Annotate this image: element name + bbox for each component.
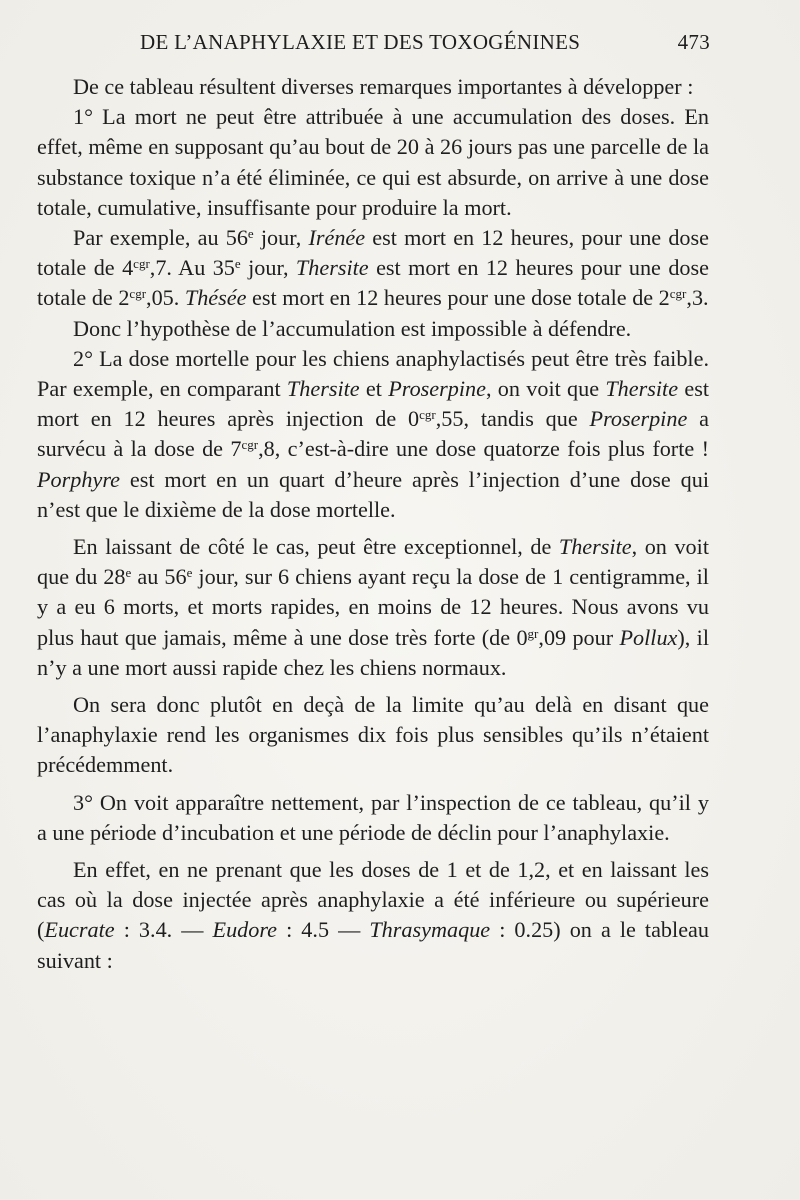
paragraph-p4 (37, 314, 709, 344)
italic-name: Irénée (308, 225, 366, 251)
paragraph-p1 (37, 72, 709, 102)
text-run: et (359, 376, 389, 402)
superscript: gr (527, 625, 539, 641)
text-run: a survécu à la dose de 7 (37, 406, 709, 462)
italic-name: Thersite (286, 376, 360, 402)
text-run: est mort en 12 heures, pour une dose totale de 4 (37, 225, 709, 281)
text-run: , on voit que (485, 376, 606, 402)
text-run: est mort en 12 heures après injection de 0 (37, 376, 709, 432)
italic-name: Thersite (558, 534, 632, 560)
paragraph-p2 (37, 102, 709, 223)
superscript: cgr (669, 286, 687, 302)
italic-name: Thersite (295, 255, 369, 281)
body-text (37, 72, 709, 976)
italic-name: Thrasymaque (369, 917, 491, 943)
paragraph-p5 (37, 344, 709, 525)
text-run: On sera donc plutôt en deçà de la limite qu’au delà en disant que l’anaphylaxie rend les organismes dix fois plus sensibles qu’ils n’étaient précédemment. (37, 692, 709, 778)
italic-name: Eucrate (44, 917, 115, 943)
running-title: DE L’ANAPHYLAXIE ET DES TOXOGÉNINES (140, 30, 581, 54)
text-run: : 0.25) on a le tableau suivant : (37, 917, 709, 973)
paragraph-p6 (37, 532, 709, 683)
text-run: , on voit que du 28 (37, 534, 709, 590)
superscript: cgr (241, 437, 259, 453)
italic-name: Thersite (605, 376, 679, 402)
text-run: jour, (253, 225, 309, 251)
text-run: : 3.4. — (114, 917, 213, 943)
text-run: ,3. (686, 285, 709, 311)
text-run: De ce tableau résultent diverses remarques importantes à développer : (73, 74, 694, 99)
text-run: ,7. Au 35 (149, 255, 235, 281)
text-run: est mort en 12 heures pour une dose totale de 2 (37, 255, 709, 311)
paragraph-p9 (37, 855, 709, 976)
superscript: cgr (419, 407, 436, 423)
superscript: e (125, 565, 132, 581)
text-run: En laissant de côté le cas, peut être exceptionnel, de (73, 534, 559, 560)
superscript: e (247, 226, 254, 242)
superscript: e (234, 256, 241, 272)
text-run: est mort en 12 heures pour une dose totale de 2 (246, 285, 670, 311)
text-run: est mort en un quart d’heure après l’injection d’une dose qui n’est que le dixième de la dose mortelle. (37, 466, 709, 522)
superscript: cgr (133, 256, 150, 272)
paragraph-p8 (37, 788, 709, 848)
running-header (140, 30, 710, 62)
text-run: Par exemple, au 56 (73, 225, 248, 251)
italic-name: Proserpine (388, 376, 486, 402)
text-run: ,09 pour (538, 624, 620, 650)
paragraph-p3 (37, 223, 709, 314)
text-run: : 4.5 — (277, 917, 370, 943)
italic-name: Porphyre (37, 466, 120, 492)
text-run: jour, sur 6 chiens ayant reçu la dose de 1 centigramme, il y a eu 6 morts, et morts rapides, en moins de 12 heures. Nous avons vu plus haut que jamais, même à une dose très forte (de 0 (37, 564, 709, 650)
text-run: ,05. (146, 285, 185, 311)
page-number: 473 (677, 30, 710, 54)
italic-name: Proserpine (589, 406, 688, 432)
italic-name: Thésée (184, 285, 247, 311)
text-run: ,55, tandis que (435, 406, 590, 432)
italic-name: Eudore (212, 917, 278, 943)
text-run: 2° La dose mortelle pour les chiens anaphylactisés peut être très faible. Par exemple, en comparant (37, 345, 709, 402)
text-run: jour, (240, 255, 296, 281)
text-run: 3° On voit apparaître nettement, par l’inspection de ce tableau, qu’il y a une période d’incubation et une période de déclin pour l’anaphylaxie. (37, 789, 709, 845)
text-run: En effet, en ne prenant que les doses de 1 et de 1,2, et en laissant les cas où la dose injectée après anaphylaxie a été inférieure ou supérieure ( (37, 857, 709, 943)
italic-name: Pollux (619, 624, 678, 650)
text-run: au 56 (131, 564, 187, 590)
text-run: 1° La mort ne peut être attribuée à une accumulation des doses. En effet, même en supposant qu’au bout de 20 à 26 jours pas une parcelle de la substance toxique n’a été éliminée, ce qui est absurde, on arrive à une dose totale, cumulative, insuffisante pour produire la mort. (37, 104, 709, 220)
superscript: cgr (129, 286, 147, 302)
text-run: Donc l’hypothèse de l’accumulation est impossible à défendre. (73, 315, 632, 341)
paragraph-p7 (37, 690, 709, 781)
superscript: e (186, 565, 193, 581)
text-run: ,8, c’est-à-dire une dose quatorze fois plus forte ! (258, 436, 709, 462)
text-run: ), il n’y a une mort aussi rapide chez les chiens normaux. (37, 624, 710, 680)
